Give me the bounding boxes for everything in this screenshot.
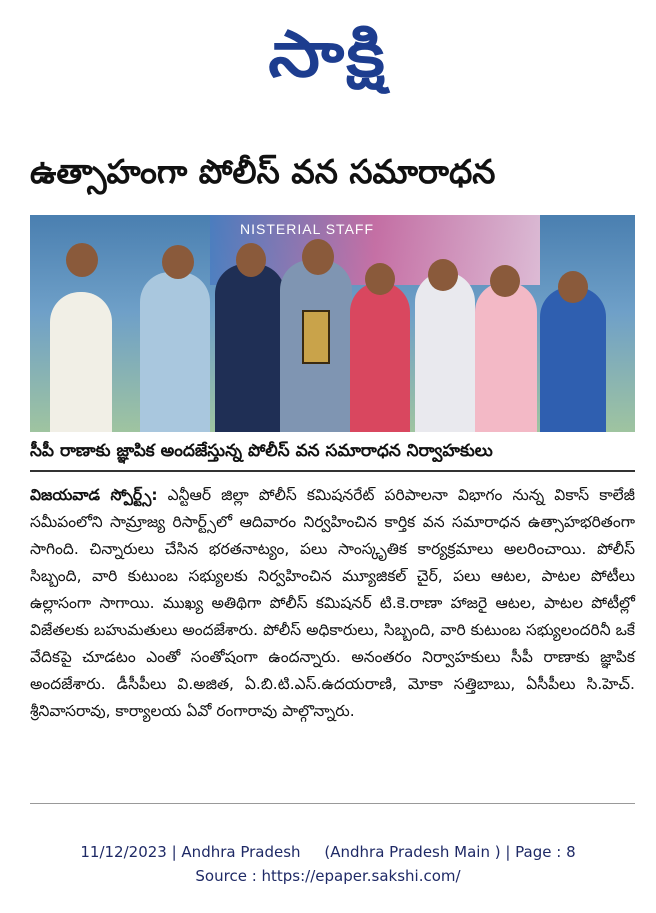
photo-figure-2	[140, 272, 210, 432]
article-body	[30, 482, 635, 725]
sakshi-logo: సాక్షి	[268, 18, 388, 92]
footer-date-edition: 11/12/2023 | Andhra Pradesh (Andhra Pradesh Main ) | Page : 8	[80, 843, 576, 861]
photo-figure-7	[475, 282, 537, 432]
photo-caption: సీపీ రాణాకు జ్ఞాపిక అందజేస్తున్న పోలీస్ వన సమారాధన నిర్వాహకులు	[30, 441, 493, 461]
photo-figure-3-head	[236, 243, 266, 277]
photo-figure-6	[415, 272, 475, 432]
page-footer	[0, 840, 656, 888]
photo-figure-8-head	[558, 271, 588, 303]
photo-figure-5	[350, 282, 410, 432]
caption-divider	[30, 470, 635, 472]
photo-figure-1-head	[66, 243, 98, 277]
masthead	[0, 14, 656, 96]
photo-figure-7-head	[490, 265, 520, 297]
article-headline: ఉత్సాహంగా పోలీస్ వన సమారాధన	[30, 152, 496, 191]
photo-figure-6-head	[428, 259, 458, 291]
article-photo	[30, 215, 635, 432]
photo-banner-text: NISTERIAL STAFF	[240, 221, 375, 237]
memento-plaque	[302, 310, 330, 364]
article-body-text: ఎన్టీఆర్ జిల్లా పోలీస్ కమిషనరేట్ పరిపాలనా విభాగం నున్న వికాస్ కాలేజీ సమీపంలోని సామ్రాజ్య రిసార్ట్స్‌లో ఆదివారం నిర్వహించిన కార్తిక వన సమారాధన ఉత్సాహభరితంగా సాగింది. చిన్నారులు చేసిన భరతనాట్యం, పలు సాంస్కృతిక కార్యక్రమాలు అలరించాయి. పోలీస్ సిబ్బంది, వారి కుటుంబ సభ్యులకు నిర్వహించిన మ్యూజికల్ చైర్, పలు ఆటల, పాటల పోటీలు ఉల్లాసంగా సాగాయి. ముఖ్య అతిథిగా పోలీస్ కమిషనర్ టి.కె.రాణా హాజరై ఆటల, పాటల పోటీల్లో విజేతలకు బహుమతులు అందజేశారు. పోలీస్ అధికారులు, సిబ్బంది, వారి కుటుంబ సభ్యులందరినీ ఒకే వేదికపై చూడటం ఎంతో సంతోషంగా ఉందన్నారు. అనంతరం నిర్వాహకులు సీపీ రాణాకు జ్ఞాపిక అందజేశారు. డీసీపీలు వి.అజిత, ఏ.బి.టి.ఎస్.ఉదయరాణి, మోకా సత్తిబాబు, ఏసీపీలు సి.హెచ్. శ్రీనివాసరావు, కార్యాలయ ఏవో రంగారావు పాల్గొన్నారు.	[30, 486, 635, 720]
photo-figure-3	[215, 264, 285, 432]
footer-source-link[interactable]: Source : https://epaper.sakshi.com/	[195, 867, 461, 885]
article-dateline: విజయవాడ స్పోర్ట్స్:	[30, 486, 158, 504]
photo-figure-5-head	[365, 263, 395, 295]
photo-figure-4-head	[302, 239, 334, 275]
footer-divider	[30, 803, 635, 804]
photo-figure-2-head	[162, 245, 194, 279]
photo-figure-8	[540, 287, 606, 432]
photo-figure-1	[50, 292, 112, 432]
